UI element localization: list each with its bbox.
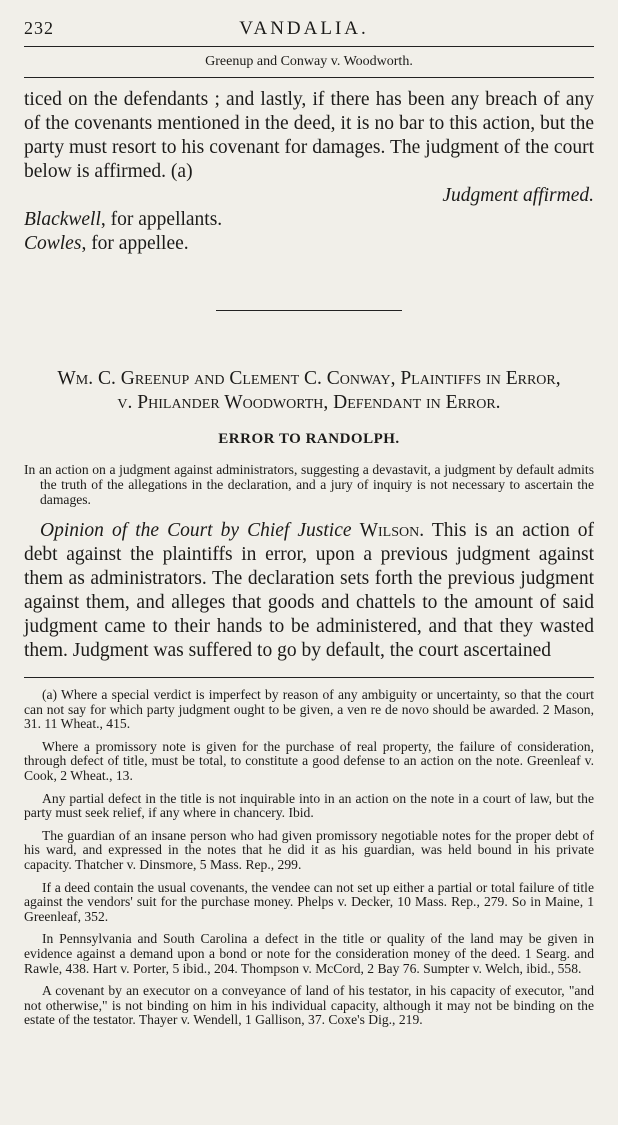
- running-title-rule: [24, 77, 594, 78]
- footnote: (a) Where a special verdict is imperfect by reason of any ambiguity or uncertainty, so that the court can not say for which party judgment ought to be given, a ven re de novo should be awarded. 2 Mason, 31. 11 Wheat., 415.: [24, 687, 594, 732]
- footnotes: [24, 688, 594, 1028]
- counsel-appellants: [24, 208, 594, 232]
- counsel-appellants-name: Blackwell: [24, 209, 101, 230]
- opinion-paragraph: [24, 519, 594, 663]
- footnote-rule: [24, 677, 594, 678]
- case-caption: [24, 367, 594, 415]
- footnote: A covenant by an executor on a conveyance of land of his testator, in his capacity of executor, "and not otherwise," is not binding on him in his individual capacity, although it may not be binding on the estate of the testator. Thayer v. Wendell, 1 Gallison, 37. Coxe's Dig., 219.: [24, 983, 594, 1028]
- conclusion-paragraph: ticed on the defendants ; and lastly, if there has been any breach of any of the covenants mentioned in the deed, it is no bar to this action, but the party must resort to his covenant for damages. The judgment of the court below is affirmed. (a): [24, 89, 594, 182]
- page-header: [24, 18, 594, 46]
- footnote: Where a promissory note is given for the purchase of real property, the failure of consideration, through defect of title, must be total, to constitute a good defense to an action on the note. Greenleaf v. Cook, 2 Wheat., 13.: [24, 738, 594, 783]
- judgment-affirmed: Judgment affirmed.: [442, 185, 594, 206]
- footnote: If a deed contain the usual covenants, the vendee can not set up either a partial or total failure of title against the vendors' suit for the purchase money. Phelps v. Decker, 10 Mass. Rep., 279. So in Maine, 1 Greenleaf, 352.: [24, 879, 594, 924]
- case-separator-rule: [216, 310, 402, 311]
- caption-line-1: Wm. C. Greenup and Clement C. Conway, Plaintiffs in Error,: [57, 368, 561, 389]
- counsel-appellants-role: , for appellants.: [100, 209, 223, 230]
- counsel-appellee-name: Cowles: [24, 233, 82, 254]
- running-title: Greenup and Conway v. Woodworth.: [205, 54, 413, 69]
- footnote: Any partial defect in the title is not inquirable into in an action on the note in a court of law, but the party must seek relief, if any where in chancery. Ibid.: [24, 790, 594, 821]
- caption-line-2: v. Philander Woodworth, Defendant in Error.: [117, 392, 501, 413]
- opinion-lead: Opinion of the Court by Chief Justice: [40, 520, 352, 541]
- opinion-text: This is an action of debt against the plaintiffs in error, upon a previous judgment against them as administrators. The declaration sets forth the previous judgment against them, and alleges that goods and chattels to the amount of said judgment came to their hands to be administered, and that they wasted them. Judgment was suffered to go by default, the court ascertained: [24, 520, 595, 661]
- counsel-appellee-role: , for appellee.: [81, 233, 189, 254]
- previous-case-conclusion: [24, 88, 594, 256]
- book-title: VANDALIA.: [239, 18, 369, 39]
- page-number: 232: [24, 18, 54, 38]
- counsel-appellee: [24, 232, 594, 256]
- footnote: In Pennsylvania and South Carolina a defect in the title or quality of the land may be given in evidence against a demand upon a bond or note for the consideration money of the deed. 1 Searg. and Rawle, 438. Hart v. Porter, 5 ibid., 204. Thompson v. McCord, 2 Bay 76. Sumpter v. Welch, ibid., 558.: [24, 931, 594, 976]
- headnote: In an action on a judgment against administrators, suggesting a devastavit, a judgment by default admits the truth of the allegations in the declaration, and a jury of inquiry is not necessary to ascertain the damages.: [24, 462, 594, 507]
- footnote: The guardian of an insane person who had given promissory negotiable notes for the proper debt of his ward, and expressed in the notes that he did it as his guardian, was held bound in his private capacity. Thatcher v. Dinsmore, 5 Mass. Rep., 299.: [24, 827, 594, 872]
- court-of-origin: ERROR TO RANDOLPH.: [218, 431, 400, 447]
- opinion-judge: Wilson.: [359, 520, 425, 541]
- book-page: [24, 18, 594, 1028]
